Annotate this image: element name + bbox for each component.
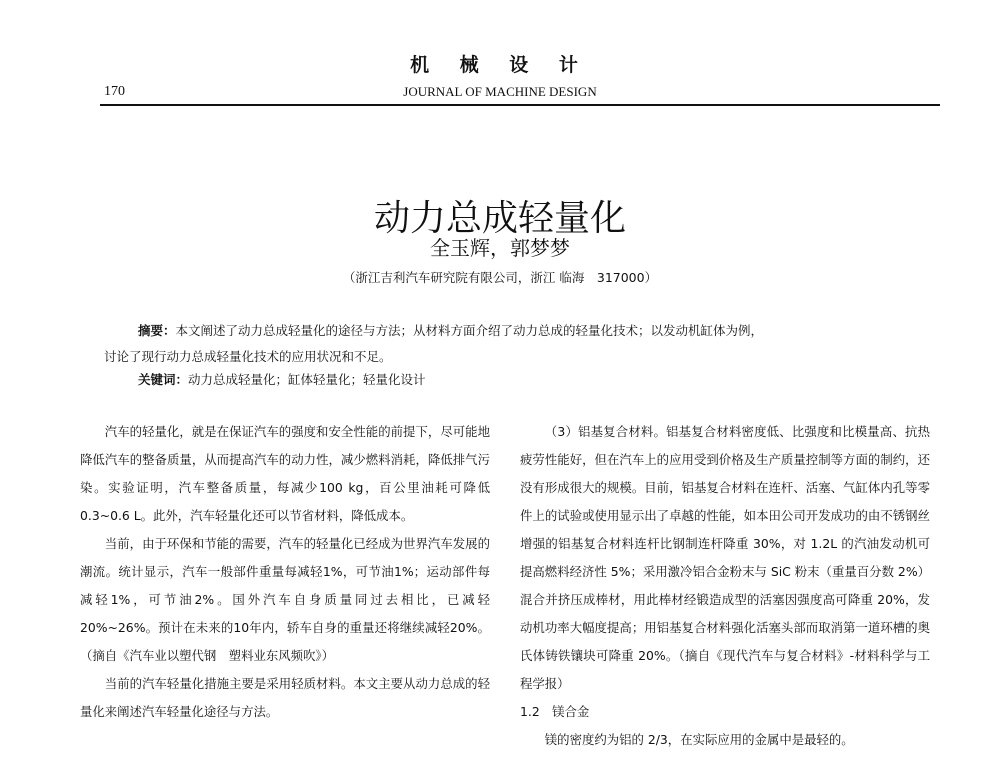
- keywords-text: 动力总成轻量化；缸体轻量化；轻量化设计: [188, 372, 426, 387]
- left-paragraph-1: 汽车的轻量化，就是在保证汽车的强度和安全性能的前提下，尽可能地降低汽车的整备质量，从而提高汽车的动力性，减少燃料消耗，降低排气污染。实验证明，汽车整备质量，每减少100 kg，百公里油耗可降低0.3~0.6 L。此外，汽车轻量化还可以节省材料，降低成本。: [80, 424, 490, 523]
- left-paragraph-2: 当前，由于环保和节能的需要，汽车的轻量化已经成为世界汽车发展的潮流。统计显示，汽车一般部件重量每减轻1%，可节油1%；运动部件每减轻1%，可节油2%。国外汽车自身质量同过去相比，已减轻20%~26%。预计在未来的10年内，轿车自身的重量还将继续减轻20%。（摘自《汽车业以塑代钢 塑料业东风频吹》）: [80, 536, 490, 663]
- left-paragraph-3: 当前的汽车轻量化措施主要是采用轻质材料。本文主要从动力总成的轻量化来阐述汽车轻量化途径与方法。: [80, 676, 490, 719]
- keywords-label: 关键词：: [138, 372, 189, 387]
- header-rule: [100, 104, 940, 106]
- right-paragraph-1: （3）铝基复合材料。铝基复合材料密度低、比强度和比模量高、抗热疲劳性能好，但在汽车上的应用受到价格及生产质量控制等方面的制约，还没有形成很大的规模。目前，铝基复合材料在连杆、活塞、气缸体内孔等零件上的试验或使用显示出了卓越的性能，如本田公司开发成功的由不锈钢丝增强的铝基复合材料连杆比钢制连杆降重 30%，对 1.2L 的汽油发动机可提高燃料经济性 5%；采用激冷铝合金粉末与 SiC 粉末（重量百分数 2%）混合并挤压成棒材，用此棒材经锻造成型的活塞因强度高可降重 20%，发动机功率大幅度提高；用铝基复合材料强化活塞头部而取消第一道环槽的奥氏体铸铁镶块可降重 20%。（摘自《现代汽车与复合材料》-材料科学与工程学报）: [520, 424, 930, 691]
- article-title: 动力总成轻量化: [373, 198, 626, 240]
- abstract-label: 摘要：: [138, 323, 176, 338]
- right-column: [520, 418, 930, 754]
- abstract-text-1: 本文阐述了动力总成轻量化的途径与方法；从材料方面介绍了动力总成的轻量化技术；以发动机缸体为例，: [175, 323, 764, 338]
- abstract-line-1: [104, 318, 904, 344]
- keywords: [138, 370, 426, 388]
- section-heading-magnesium: 1.2 镁合金: [520, 704, 590, 719]
- journal-title-en: JOURNAL OF MACHINE DESIGN: [403, 84, 597, 99]
- abstract-text-2: 讨论了现行动力总成轻量化技术的应用状况和不足。: [104, 349, 392, 364]
- journal-title-cn: 机 械 设 计: [410, 54, 590, 76]
- page-number: 170: [104, 84, 125, 99]
- abstract: [104, 318, 904, 370]
- left-column: [80, 418, 490, 726]
- right-paragraph-2: 镁的密度约为铝的 2/3，在实际应用的金属中是最轻的。: [544, 732, 854, 747]
- article-authors: 全玉辉，郭梦梦: [430, 236, 570, 260]
- article-affiliation: （浙江吉利汽车研究院有限公司，浙江 临海 317000）: [342, 270, 658, 285]
